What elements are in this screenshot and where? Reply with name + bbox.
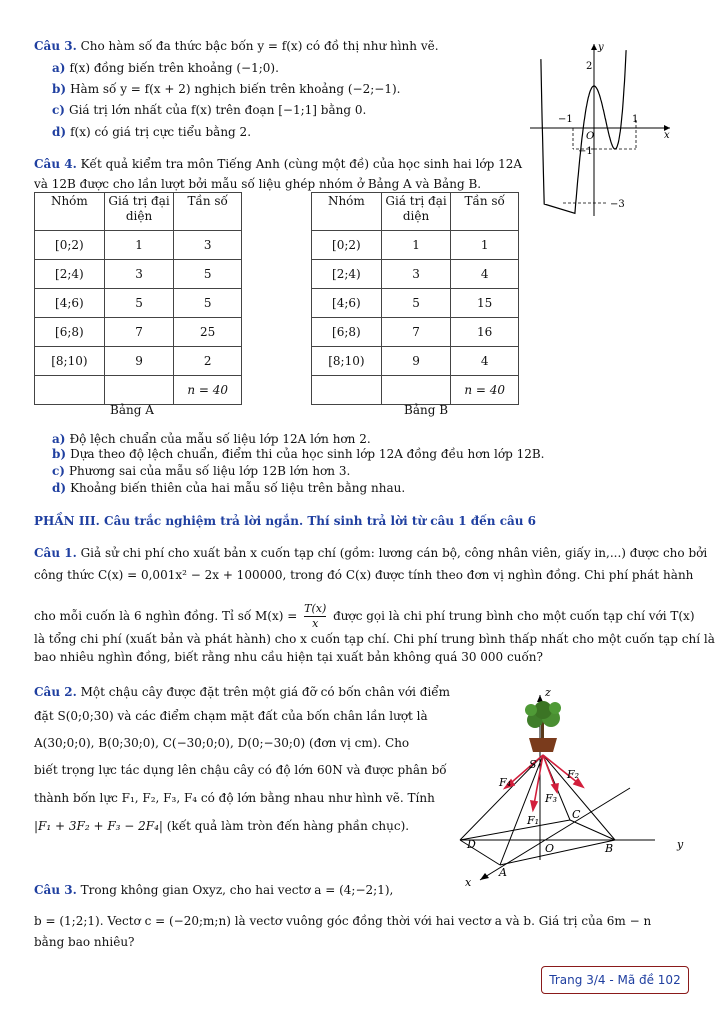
q2-title: Câu 2. xyxy=(34,685,77,699)
cell: 1 xyxy=(104,231,174,260)
q1-line2: công thức C(x) = 0,001x² − 2x + 100000, trong đó C(x) được tính theo đơn vị nghìn đồng. Chi phí phát hành xyxy=(34,568,694,582)
cell: 9 xyxy=(381,347,451,376)
force-figure xyxy=(455,690,690,890)
option-text: Độ lệch chuẩn của mẫu số liệu lớp 12A lớn hơn 2. xyxy=(69,432,371,446)
origin-label: O xyxy=(586,131,595,142)
S-label: S xyxy=(529,758,537,771)
D-label: D xyxy=(467,838,476,851)
tick-label-1-x: 1 xyxy=(632,114,639,125)
q1-line1-text: Giả sử chi phí cho xuất bản x cuốn tạp chí (gồm: lương cán bộ, công nhân viên, giấy in,...) được cho bởi xyxy=(80,546,708,560)
z-arrow-icon xyxy=(537,695,543,702)
table-header-row xyxy=(312,193,519,231)
cell: [0;2) xyxy=(312,231,382,260)
q4-option-d xyxy=(52,480,405,496)
option-label: c) xyxy=(52,103,65,117)
B-label: B xyxy=(605,842,614,855)
table-row xyxy=(35,260,242,289)
y-label: y xyxy=(677,838,684,851)
q4-line1-text: Kết quả kiểm tra môn Tiếng Anh (cùng một đề) của học sinh hai lớp 12A xyxy=(80,157,523,171)
cell: 1 xyxy=(381,231,451,260)
x-arrow-icon xyxy=(480,873,489,880)
cell: 15 xyxy=(451,289,519,318)
header-cell: Tần số xyxy=(451,193,519,231)
F1-label: F₁ xyxy=(527,814,540,827)
cell: 5 xyxy=(381,289,451,318)
cell: 5 xyxy=(174,289,242,318)
tick-label-neg1-x: −1 xyxy=(558,114,573,125)
q3b-title: Câu 3. xyxy=(34,883,77,897)
option-text: f(x) đồng biến trên khoảng (−1;0). xyxy=(69,61,279,75)
cell: 25 xyxy=(174,318,242,347)
cell: [0;2) xyxy=(35,231,105,260)
cell: 5 xyxy=(174,260,242,289)
fraction xyxy=(304,602,326,631)
F2-label: F₂ xyxy=(567,768,580,781)
tick-label-neg3-y: −3 xyxy=(610,199,625,210)
table-b-caption: Bảng B xyxy=(404,403,449,417)
cell: [4;6) xyxy=(35,289,105,318)
q3b-line2: b = (1;2;1). Vectơ c = (−20;m;n) là vectơ vuông góc đồng thời với hai vectơ a và b. Giá trị của 6m − n xyxy=(34,914,652,928)
part3-heading: PHẦN III. Câu trắc nghiệm trả lời ngắn. Thí sinh trả lời từ câu 1 đến câu 6 xyxy=(34,514,537,528)
q1-title: Câu 1. xyxy=(34,546,77,560)
cell: 3 xyxy=(174,231,242,260)
q3-title: Câu 3. xyxy=(34,39,77,53)
q2-line1-text: Một chậu cây được đặt trên một giá đỡ có bốn chân với điểm xyxy=(80,685,451,699)
cell xyxy=(35,376,105,405)
cell: 7 xyxy=(381,318,451,347)
q3-intro xyxy=(34,38,439,54)
q1-line4: là tổng chi phí (xuất bản và phát hành) cho x cuốn tạp chí. Chi phí trung bình thấp nhất cho một cuốn tạp chí là xyxy=(34,632,715,646)
cell: [6;8) xyxy=(312,318,382,347)
cell: [4;6) xyxy=(312,289,382,318)
option-label: b) xyxy=(52,447,67,461)
cell: 2 xyxy=(174,347,242,376)
header-cell: Nhóm xyxy=(312,193,382,231)
F3-label: F₃ xyxy=(545,792,558,805)
cell: [8;10) xyxy=(312,347,382,376)
cell: 1 xyxy=(451,231,519,260)
quartic-curve xyxy=(541,50,626,213)
header-cell: Nhóm xyxy=(35,193,105,231)
q2-line5: thành bốn lực F₁, F₂, F₃, F₄ có độ lớn bằng nhau như hình vẽ. Tính xyxy=(34,791,435,805)
tick-label-neg1-y: −1 xyxy=(578,146,593,157)
q2-line4: biết trọng lực tác dụng lên chậu cây có độ lớn 60N và được phân bố xyxy=(34,763,447,777)
y-arrow-icon xyxy=(591,44,597,50)
edge-AB xyxy=(500,840,615,865)
vector-F3-head xyxy=(552,784,558,792)
cell: 16 xyxy=(451,318,519,347)
q3-option-b xyxy=(52,81,400,97)
edge-DA xyxy=(460,840,500,865)
table-row xyxy=(312,318,519,347)
O-label: O xyxy=(545,842,555,855)
total-cell: n = 40 xyxy=(451,376,519,405)
option-text: Phương sai của mẫu số liệu lớp 12B lớn hơn 3. xyxy=(68,464,351,478)
q3b-line1 xyxy=(34,882,393,898)
table-row xyxy=(312,260,519,289)
table-row xyxy=(35,231,242,260)
q2-line2: đặt S(0;0;30) và các điểm chạm mặt đất của bốn chân lần lượt là xyxy=(34,709,428,723)
cell: 4 xyxy=(451,347,519,376)
option-text: f(x) có giá trị cực tiểu bằng 2. xyxy=(70,125,252,139)
table-b xyxy=(311,192,519,405)
A-label: A xyxy=(499,866,507,879)
x-label: x xyxy=(465,876,472,889)
C-label: C xyxy=(572,808,581,821)
option-label: b) xyxy=(52,82,67,96)
quartic-graph xyxy=(528,38,678,218)
cell: 3 xyxy=(381,260,451,289)
cell: [2;4) xyxy=(35,260,105,289)
option-label: a) xyxy=(52,61,66,75)
q1-line3 xyxy=(34,602,695,631)
table-row xyxy=(35,347,242,376)
table-row xyxy=(312,289,519,318)
q1-line3-a: cho mỗi cuốn là 6 nghìn đồng. Tỉ số M(x) = xyxy=(34,609,298,623)
fraction-denominator: x xyxy=(312,617,319,630)
q1-line5: bao nhiêu nghìn đồng, biết rằng nhu cầu hiện tại xuất bản không quá 30 000 cuốn? xyxy=(34,650,543,664)
q2-expression: |F₁ + 3F₂ + F₃ − 2F₄| xyxy=(34,819,163,833)
fraction-numerator: T(x) xyxy=(304,602,327,615)
cell: 4 xyxy=(451,260,519,289)
cell xyxy=(104,376,174,405)
page-footer: Trang 3/4 - Mã đề 102 xyxy=(541,966,689,994)
table-row xyxy=(35,289,242,318)
table-total-row xyxy=(312,376,519,405)
vector-F1-head xyxy=(531,801,537,810)
table-row xyxy=(35,318,242,347)
q2-line3: A(30;0;0), B(0;30;0), C(−30;0;0), D(0;−30;0) (đơn vị cm). Cho xyxy=(34,736,410,750)
cell xyxy=(312,376,382,405)
q3b-line1-text: Trong không gian Oxyz, cho hai vectơ a = (4;−2;1), xyxy=(80,883,394,897)
option-text: Giá trị lớn nhất của f(x) trên đoạn [−1;1] bằng 0. xyxy=(68,103,367,117)
option-text: Khoảng biến thiên của hai mẫu số liệu trên bằng nhau. xyxy=(70,481,406,495)
q3-option-a xyxy=(52,60,279,76)
header-cell: Tần số xyxy=(174,193,242,231)
q2-line6 xyxy=(34,818,409,834)
q3-option-c xyxy=(52,102,366,118)
q3-intro-text: Cho hàm số đa thức bậc bốn y = f(x) có đồ thị như hình vẽ. xyxy=(80,39,439,53)
q2-line6-tail: (kết quả làm tròn đến hàng phần chục). xyxy=(166,819,410,833)
header-cell: Giá trị đại diện xyxy=(104,193,174,231)
cell: [2;4) xyxy=(312,260,382,289)
cell: [6;8) xyxy=(35,318,105,347)
cell: 7 xyxy=(104,318,174,347)
option-text: Dựa theo độ lệch chuẩn, điểm thi của học sinh lớp 12A đồng đều hơn lớp 12B. xyxy=(70,447,545,461)
cell xyxy=(381,376,451,405)
cell: 3 xyxy=(104,260,174,289)
q4-title: Câu 4. xyxy=(34,157,77,171)
table-row xyxy=(312,231,519,260)
option-text: Hàm số y = f(x + 2) nghịch biến trên khoảng (−2;−1). xyxy=(70,82,401,96)
q4-option-c xyxy=(52,463,350,479)
q3-option-d xyxy=(52,124,251,140)
q1-line3-b: được gọi là chi phí trung bình cho một cuốn tạp chí với T(x) xyxy=(333,609,695,623)
q4-line1 xyxy=(34,156,522,172)
table-a xyxy=(34,192,242,405)
q1-line1 xyxy=(34,545,707,561)
q4-line2: và 12B được cho lần lượt bởi mẫu số liệu ghép nhóm ở Bảng A và Bảng B. xyxy=(34,177,482,191)
q2-line1 xyxy=(34,684,450,700)
cell: 5 xyxy=(104,289,174,318)
table-header-row xyxy=(35,193,242,231)
header-cell: Giá trị đại diện xyxy=(381,193,451,231)
option-label: d) xyxy=(52,481,67,495)
table-total-row xyxy=(35,376,242,405)
q4-option-a xyxy=(52,431,371,447)
table-a-caption: Bảng A xyxy=(110,403,154,417)
option-label: a) xyxy=(52,432,66,446)
F4-label: F₄ xyxy=(499,776,512,789)
cell: [8;10) xyxy=(35,347,105,376)
plant-icon xyxy=(525,701,561,752)
tick-label-2: 2 xyxy=(586,61,593,72)
x-axis-label: x xyxy=(664,130,670,141)
z-label: z xyxy=(545,690,551,699)
cell: 9 xyxy=(104,347,174,376)
table-row xyxy=(312,347,519,376)
leg-SA xyxy=(500,755,543,865)
option-label: c) xyxy=(52,464,65,478)
edge-BC xyxy=(570,820,615,840)
y-axis-label: y xyxy=(598,42,604,53)
total-cell: n = 40 xyxy=(174,376,242,405)
q4-option-b xyxy=(52,446,545,462)
option-label: d) xyxy=(52,125,67,139)
q3b-line3: bằng bao nhiêu? xyxy=(34,935,135,949)
